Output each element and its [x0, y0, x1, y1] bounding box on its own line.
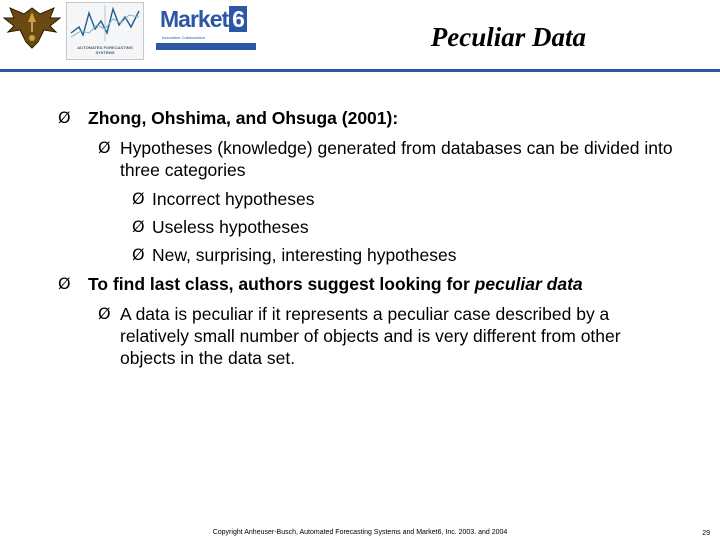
- line-chart-icon: [67, 3, 143, 43]
- market6-digit: 6: [229, 6, 247, 32]
- page-number: 29: [702, 530, 710, 537]
- slide-title: Peculiar Data: [430, 22, 586, 52]
- bullet-text: Hypotheses (knowledge) generated from databases can be divided into three categories: [120, 138, 673, 180]
- arrow-bullet-icon: Ø: [132, 217, 145, 236]
- arrow-bullet-icon: Ø: [58, 108, 71, 127]
- bullet-item: [132, 216, 692, 238]
- market6-wordmark: [160, 6, 247, 33]
- bullet-item: [132, 244, 692, 266]
- bullet-text: Useless hypotheses: [152, 217, 309, 237]
- market6-tagline: Innovative Collaboration: [162, 35, 205, 40]
- eagle-emblem-icon: [2, 2, 62, 52]
- bullet-text: Zhong, Ohshima, and Ohsuga (2001):: [88, 108, 399, 128]
- bullet-emphasis: peculiar data: [474, 274, 583, 294]
- bullet-text: Incorrect hypotheses: [152, 189, 315, 209]
- bullet-item: [98, 137, 680, 181]
- arrow-bullet-icon: Ø: [58, 274, 71, 293]
- arrow-bullet-icon: Ø: [98, 304, 111, 323]
- market6-word: Market: [160, 6, 229, 32]
- copyright-footer: Copyright Anheuser-Busch, Automated Forecasting Systems and Market6, Inc. 2003. and 2004: [212, 529, 508, 536]
- bullet-text: [88, 273, 720, 295]
- bullet-item: [98, 303, 680, 369]
- market6-bar: [156, 43, 256, 50]
- bullet-item: [58, 273, 720, 295]
- bullet-text-lead: To find last class, authors suggest looking for: [88, 274, 475, 294]
- arrow-bullet-icon: Ø: [132, 189, 145, 208]
- afs-caption: AUTOMATED FORECASTING SYSTEMS: [77, 45, 133, 55]
- bullet-item: [132, 188, 692, 210]
- bullet-text: A data is peculiar if it represents a peculiar case described by a relatively small number of objects and is very different from other objects in the data set.: [120, 304, 621, 368]
- afs-logo: [66, 2, 144, 60]
- market6-logo: [156, 4, 256, 50]
- eagle-logo: [2, 2, 62, 52]
- arrow-bullet-icon: Ø: [98, 138, 111, 157]
- arrow-bullet-icon: Ø: [132, 245, 145, 264]
- bullet-text: New, surprising, interesting hypotheses: [152, 245, 457, 265]
- bullet-item: [58, 107, 720, 129]
- title-divider: [0, 69, 720, 72]
